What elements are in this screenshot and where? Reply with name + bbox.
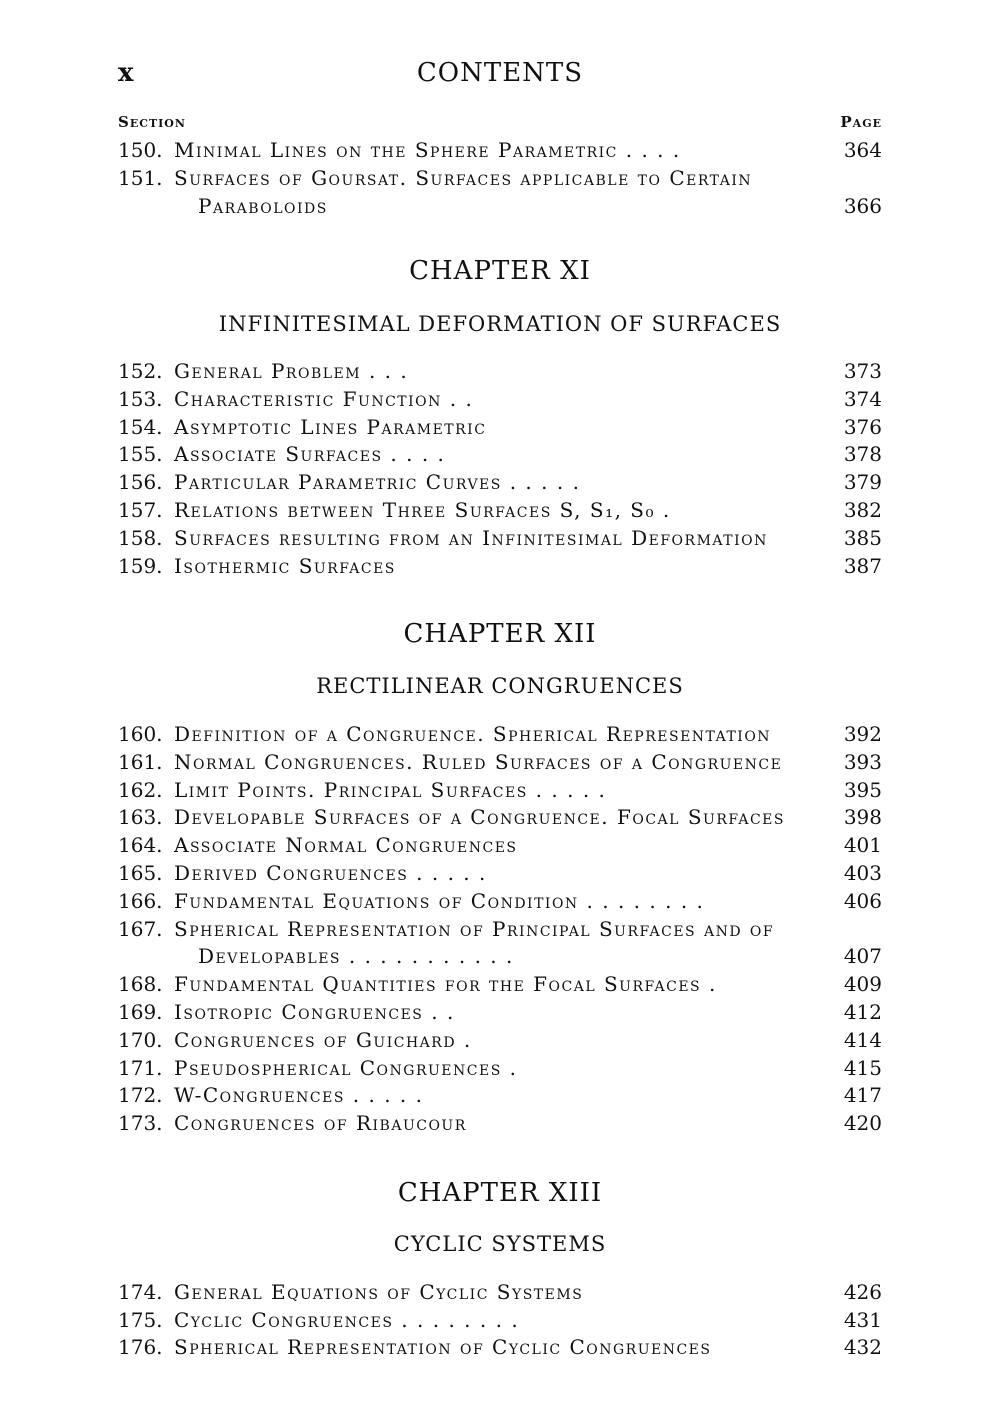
section-title: Derived Congruences . . . . . <box>174 861 487 885</box>
toc-entry[interactable] <box>118 413 882 441</box>
page-number: 431 <box>843 1308 882 1332</box>
page-number: 382 <box>843 498 882 522</box>
section-number: 162. <box>118 778 163 802</box>
page-number: 387 <box>843 554 882 578</box>
toc-entry[interactable] <box>118 385 882 413</box>
page-number: 373 <box>843 359 882 383</box>
section-number: 170. <box>118 1028 163 1052</box>
page-number: 364 <box>843 138 882 162</box>
toc-entry[interactable] <box>118 1306 882 1334</box>
chapter-heading: CHAPTER XI <box>409 256 591 286</box>
section-number: 159. <box>118 554 163 578</box>
section-title: Spherical Representation of Cyclic Congruences <box>174 1335 712 1359</box>
roman-page-number: x <box>118 58 134 88</box>
section-title: Associate Surfaces . . . . <box>174 442 446 466</box>
section-number: 174. <box>118 1280 163 1304</box>
section-title: Paraboloids <box>198 194 328 218</box>
section-number: 166. <box>118 889 163 913</box>
toc-entry[interactable] <box>118 859 882 887</box>
page-number: 406 <box>843 889 882 913</box>
toc-entry[interactable] <box>118 942 882 970</box>
section-title: Surfaces of Goursat. Surfaces applicable to Certain <box>174 166 753 190</box>
toc-entry[interactable] <box>118 748 882 776</box>
toc-entry[interactable] <box>118 496 882 524</box>
page-number: 401 <box>843 833 882 857</box>
section-number: 158. <box>118 526 163 550</box>
section-number: 167. <box>118 917 163 941</box>
section-number: 157. <box>118 498 163 522</box>
section-title: Particular Parametric Curves . . . . . <box>174 470 581 494</box>
toc-entry[interactable] <box>118 887 882 915</box>
section-number: 164. <box>118 833 163 857</box>
section-title: Fundamental Equations of Condition . . . . . . . . <box>174 889 705 913</box>
page-number: 393 <box>843 750 882 774</box>
chapter-subtitle: CYCLIC SYSTEMS <box>393 1232 607 1256</box>
section-title: General Problem . . . <box>174 359 409 383</box>
section-number: 173. <box>118 1111 163 1135</box>
section-title: Cyclic Congruences . . . . . . . . <box>174 1308 520 1332</box>
section-title: General Equations of Cyclic Systems <box>174 1280 584 1304</box>
section-number: 161. <box>118 750 163 774</box>
toc-entry[interactable] <box>118 468 882 496</box>
page-column-label: Page <box>840 113 882 131</box>
toc-entry[interactable] <box>118 1278 882 1306</box>
section-title: Developables . . . . . . . . . . . <box>198 944 514 968</box>
page-number: 392 <box>843 722 882 746</box>
page-number: 378 <box>843 442 882 466</box>
toc-entry[interactable] <box>118 970 882 998</box>
section-number: 175. <box>118 1308 163 1332</box>
page-number: 426 <box>843 1280 882 1304</box>
toc-entry[interactable] <box>118 192 882 220</box>
page-number: 417 <box>843 1083 882 1107</box>
toc-entry[interactable] <box>118 552 882 580</box>
section-title: Fundamental Quantities for the Focal Surfaces . <box>174 972 717 996</box>
toc-entry[interactable] <box>118 1333 882 1361</box>
section-title: Definition of a Congruence. Spherical Representation <box>174 722 772 746</box>
toc-entry[interactable] <box>118 1081 882 1109</box>
section-title: Characteristic Function . . <box>174 387 474 411</box>
section-title: Isotropic Congruences . . <box>174 1000 455 1024</box>
section-number: 171. <box>118 1056 163 1080</box>
toc-entry[interactable] <box>118 998 882 1026</box>
section-number: 155. <box>118 442 163 466</box>
toc-entry[interactable] <box>118 803 882 831</box>
section-title: Surfaces resulting from an Infinitesimal Deformation <box>174 526 768 550</box>
toc-entry[interactable] <box>118 357 882 385</box>
toc-entry[interactable] <box>118 915 882 943</box>
section-number: 168. <box>118 972 163 996</box>
section-column-label: Section <box>118 113 186 131</box>
section-title: Developable Surfaces of a Congruence. Focal Surfaces <box>174 805 785 829</box>
section-title: Limit Points. Principal Surfaces . . . . . <box>174 778 607 802</box>
section-number: 151. <box>118 166 163 190</box>
toc-entry[interactable] <box>118 136 882 164</box>
section-number: 176. <box>118 1335 163 1359</box>
toc-entry[interactable] <box>118 720 882 748</box>
toc-entry[interactable] <box>118 164 882 192</box>
section-title: Minimal Lines on the Sphere Parametric . . . . <box>174 138 681 162</box>
toc-entry[interactable] <box>118 1026 882 1054</box>
chapter-subtitle: INFINITESIMAL DEFORMATION OF SURFACES <box>218 312 782 336</box>
page-number: 374 <box>843 387 882 411</box>
section-number: 154. <box>118 415 163 439</box>
section-number: 165. <box>118 861 163 885</box>
page-number: 414 <box>843 1028 882 1052</box>
section-title: Spherical Representation of Principal Surfaces and of <box>174 917 775 941</box>
page-number: 395 <box>843 778 882 802</box>
page-title: CONTENTS <box>416 58 584 88</box>
chapter-subtitle: RECTILINEAR CONGRUENCES <box>316 674 684 698</box>
section-title: Isothermic Surfaces <box>174 554 396 578</box>
page-number: 412 <box>843 1000 882 1024</box>
section-title: Congruences of Ribaucour <box>174 1111 467 1135</box>
section-number: 152. <box>118 359 163 383</box>
page-number: 409 <box>843 972 882 996</box>
section-number: 150. <box>118 138 163 162</box>
chapter-heading: CHAPTER XIII <box>397 1178 603 1208</box>
section-title: Congruences of Guichard . <box>174 1028 472 1052</box>
page-number: 398 <box>843 805 882 829</box>
toc-entry[interactable] <box>118 1109 882 1137</box>
section-title: Associate Normal Congruences <box>174 833 518 857</box>
section-title: Relations between Three Surfaces S, S₁, S₀ . <box>174 498 671 522</box>
section-number: 163. <box>118 805 163 829</box>
page-number: 407 <box>843 944 882 968</box>
page-number: 376 <box>843 415 882 439</box>
page-number: 385 <box>843 526 882 550</box>
section-title: Asymptotic Lines Parametric <box>174 415 487 439</box>
section-number: 160. <box>118 722 163 746</box>
toc-entry[interactable] <box>118 1054 882 1082</box>
page-number: 432 <box>843 1335 882 1359</box>
section-number: 156. <box>118 470 163 494</box>
page-number: 415 <box>843 1056 882 1080</box>
toc-entry[interactable] <box>118 776 882 804</box>
chapter-heading: CHAPTER XII <box>403 619 597 649</box>
page-number: 366 <box>843 194 882 218</box>
section-title: Pseudospherical Congruences . <box>174 1056 518 1080</box>
section-number: 172. <box>118 1083 163 1107</box>
toc-entry[interactable] <box>118 524 882 552</box>
section-number: 169. <box>118 1000 163 1024</box>
section-title: Normal Congruences. Ruled Surfaces of a Congruence <box>174 750 783 774</box>
toc-entry[interactable] <box>118 440 882 468</box>
page-number: 403 <box>843 861 882 885</box>
page-number: 420 <box>843 1111 882 1135</box>
section-title: W-Congruences . . . . . <box>174 1083 424 1107</box>
page-number: 379 <box>843 470 882 494</box>
toc-entry[interactable] <box>118 831 882 859</box>
section-number: 153. <box>118 387 163 411</box>
